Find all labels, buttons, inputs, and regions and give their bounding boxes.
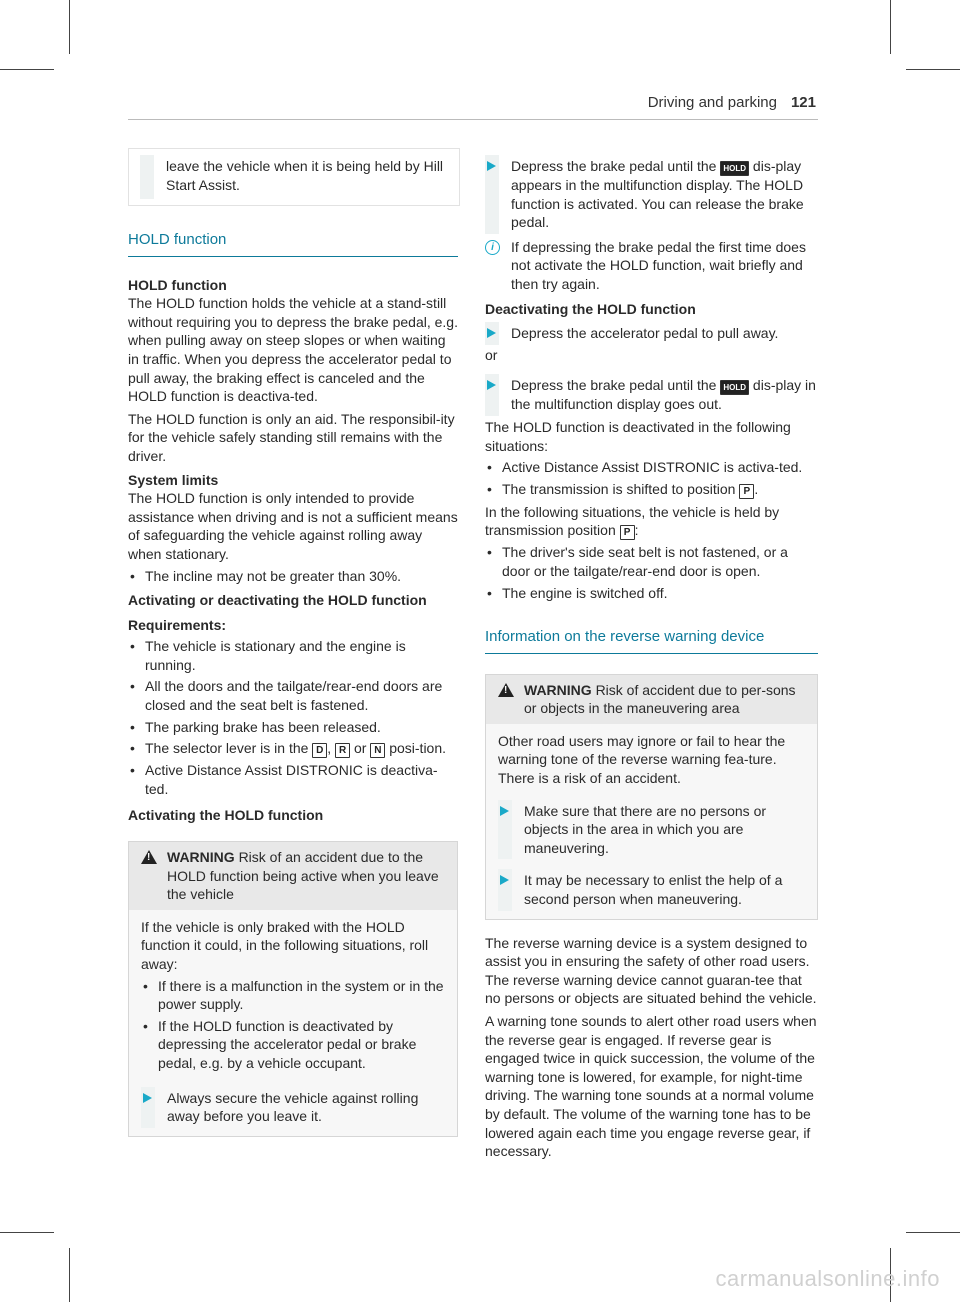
requirements-label: Requirements: (128, 616, 227, 633)
or-text: or (485, 346, 498, 363)
crop-mark (0, 69, 54, 70)
list-item: • The driver's side seat belt is not fastened, or a door or the tailgate/rear-end door is open. (485, 543, 818, 580)
info-icon: i (485, 240, 500, 255)
list-item: • The parking brake has been released. (128, 718, 458, 737)
step-item (498, 871, 805, 908)
req-text: The selector lever is in the (145, 740, 309, 757)
step-arrow-icon (500, 875, 509, 885)
hold-paragraph-2: The HOLD function is only an aid. The responsibil-ity for the vehicle safely standing still remains with the driver. (128, 410, 455, 464)
step-arrow-icon (487, 161, 496, 171)
gear-p-icon: P (739, 484, 754, 499)
step-text: dis-play in the multifunction display goes out. (511, 377, 816, 413)
list-item: • Active Distance Assist DISTRONIC is deactiva-ted. (128, 761, 458, 798)
req-text: posi-tion. (389, 740, 447, 757)
list-item: • The selector lever is in the D , R or N posi-tion. (128, 739, 458, 758)
step-arrow-icon (487, 328, 496, 338)
step-arrow-icon (487, 380, 496, 390)
warning-body (486, 724, 817, 919)
warning-label: WARNING (167, 849, 235, 866)
step-text: It may be necessary to enlist the help of a second person when maneuvering. (524, 872, 783, 908)
crop-mark (0, 1232, 54, 1233)
warning-title: Risk of an accident due to the HOLD function being active when you leave the vehicle (167, 849, 439, 903)
step-bar (140, 155, 154, 199)
list-text: The transmission is shifted to position (502, 480, 736, 497)
list-item: • The engine is switched off. (485, 584, 818, 603)
hold-display-icon: HOLD (720, 161, 749, 176)
continued-warning-box (128, 148, 460, 206)
warning-title: Risk of accident due to per-sons or objects in the maneuvering area (524, 681, 796, 717)
step-item (141, 1089, 445, 1126)
note-text: If depressing the brake pedal the first time does not activate the HOLD function, wait briefly and then try again. (511, 238, 806, 292)
warning-label: WARNING (524, 681, 592, 698)
warning-text: If the vehicle is only braked with the HOLD function it could, in the following situations, roll away: (141, 918, 429, 972)
or-text: or (353, 740, 367, 757)
section-title-reverse-warning: Information on the reverse warning device (485, 628, 818, 654)
step-text: Depress the brake pedal until the (511, 158, 717, 174)
held-paragraph: In the following situations, the vehicle is held by transmission position P : (485, 503, 780, 539)
subheading-activate-deactivate: Activating or deactivating the HOLD function (128, 592, 427, 609)
left-column (128, 231, 458, 1137)
subheading-hold: HOLD function (128, 276, 227, 293)
section-title-hold: HOLD function (128, 231, 458, 257)
system-limits-paragraph: The HOLD function is only intended to provide assistance when driving and is not a sufficient means of safeguarding the vehicle against rolling away when stationary. (128, 490, 458, 562)
step-item (485, 324, 818, 343)
crop-mark (906, 69, 960, 70)
step-text: Always secure the vehicle against rolling away before you leave it. (167, 1089, 419, 1125)
header-rule (128, 119, 818, 120)
step-item (498, 802, 805, 858)
note-item (485, 238, 818, 294)
step-arrow-icon (143, 1093, 152, 1103)
crop-mark (890, 0, 891, 54)
warning-icon (141, 850, 157, 864)
crop-mark (906, 1232, 960, 1233)
list-item: • The transmission is shifted to position P . (485, 480, 818, 499)
deactivated-paragraph: The HOLD function is deactivated in the following situations: (485, 418, 791, 454)
watermark: carmanualsonline.info (715, 1266, 940, 1291)
list-item: • The incline may not be greater than 30%. (128, 567, 458, 586)
gear-d-icon: D (312, 743, 327, 758)
warning-box (485, 674, 818, 920)
crop-mark (69, 0, 70, 54)
continued-text: leave the vehicle when it is being held by Hill Start Assist. (166, 158, 444, 193)
warning-body (129, 910, 457, 1136)
list-item: • All the doors and the tailgate/rear-end doors are closed and the seat belt is fastened. (128, 677, 458, 714)
gear-r-icon: R (335, 743, 350, 758)
list-item: • The vehicle is stationary and the engine is running. (128, 637, 458, 674)
subheading-activating: Activating the HOLD function (128, 807, 324, 824)
step-arrow-icon (500, 806, 509, 816)
header-section: Driving and parking (647, 94, 777, 111)
held-text: In the following situations, the vehicle is held by transmission position (485, 503, 780, 539)
list-item: • If there is a malfunction in the system or in the power supply. (141, 977, 445, 1014)
list-item: • Active Distance Assist DISTRONIC is activa-ted. (485, 458, 818, 477)
warning-header (486, 675, 817, 724)
crop-mark (69, 1248, 70, 1302)
reverse-paragraph-2: A warning tone sounds to alert other road users when the reverse gear is engaged. If reverse gear is engaged twice in quick succession, the volume of the warning tone is lowered, for example, for night-time driving. The warning tone sounds at a normal volume by default. The volume of the warning tone has to be lowered again each time you engage reverse gear, if necessary. (485, 1013, 817, 1160)
reverse-paragraph-1: The reverse warning device is a system designed to assist you in ensuring the safety of other road users. The reverse warning device cannot guaran-tee that no persons or objects are situated behind the vehicle. (485, 934, 817, 1007)
step-text: Depress the accelerator pedal to pull away. (511, 325, 779, 342)
step-text: Depress the brake pedal until the (511, 377, 717, 394)
list-item: • If the HOLD function is deactivated by depressing the accelerator pedal or brake pedal, e.g. by a vehicle occupant. (141, 1017, 445, 1073)
gear-n-icon: N (370, 743, 385, 758)
page-header (648, 94, 816, 111)
right-column (485, 154, 818, 1161)
step-text: dis-play appears in the multifunction display. The HOLD function is activated. You can release the brake pedal. (511, 158, 804, 231)
warning-box (128, 841, 458, 1137)
step-item (485, 157, 818, 232)
warning-icon (498, 683, 514, 697)
hold-display-icon: HOLD (720, 380, 749, 395)
subheading-deactivating: Deactivating the HOLD function (485, 300, 696, 317)
subheading-system-limits: System limits (128, 471, 219, 488)
step-item (485, 376, 818, 414)
warning-text: Other road users may ignore or fail to hear the warning tone of the reverse warning fea-ture. There is a risk of an accident. (498, 732, 786, 787)
step-text: Make sure that there are no persons or objects in the area in which you are maneuvering. (524, 802, 767, 856)
gear-p-icon: P (620, 525, 635, 540)
warning-header (129, 842, 457, 910)
hold-paragraph-1: The HOLD function holds the vehicle at a stand-still without requiring you to depress the brake pedal, e.g. when pulling away on steep slopes or when waiting in traffic. When you depress the accelerator pedal to pull away, the braking effect is canceled and the HOLD function is deactiva-ted. (128, 295, 458, 405)
page-number: 121 (790, 94, 816, 111)
